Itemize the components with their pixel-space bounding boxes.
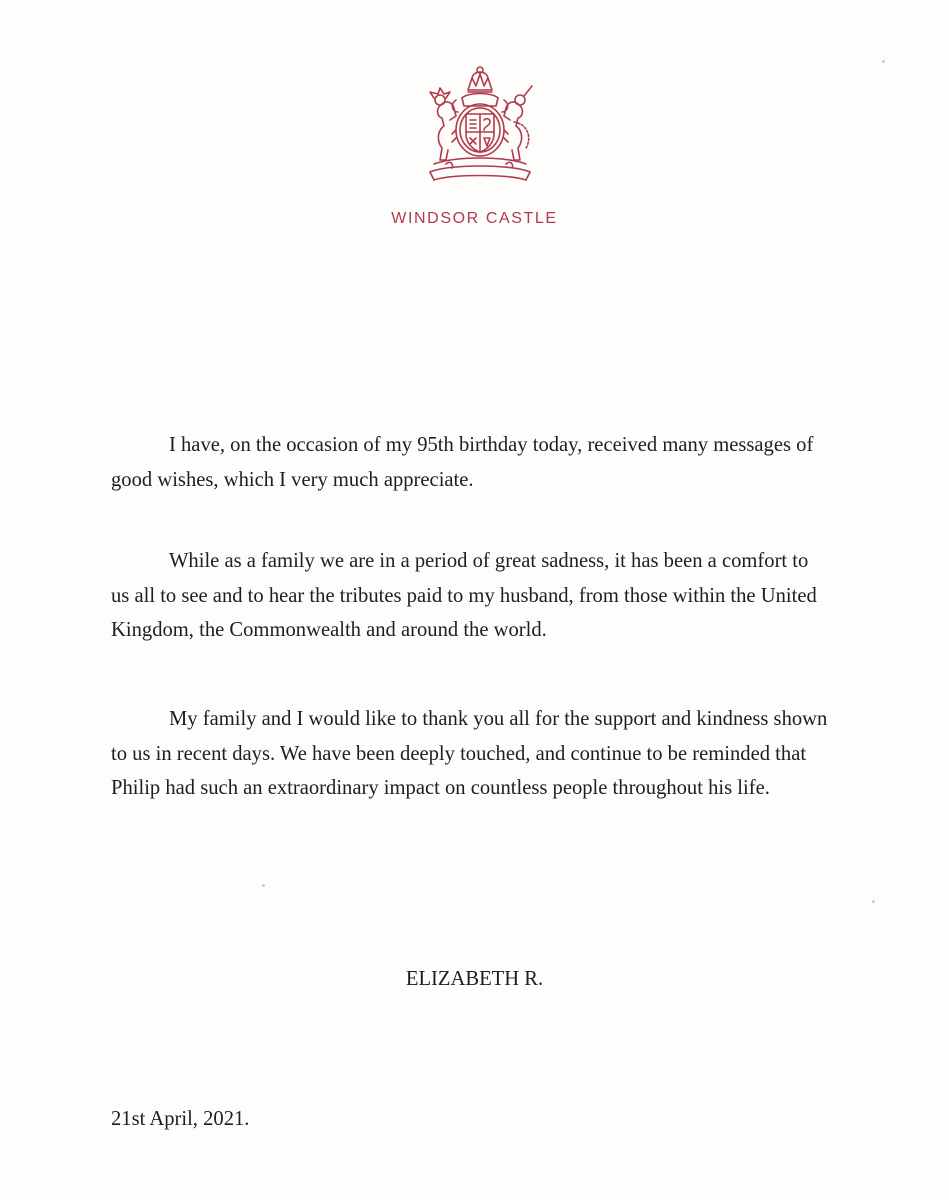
letter-paragraph-2: [111, 544, 831, 648]
letter-paragraph-1: [111, 428, 831, 497]
letterhead-address: WINDSOR CASTLE: [391, 210, 558, 227]
paragraph-text: While as a family we are in a period of great sadness, it has been a comfort to us all to see and to hear the tributes paid to my husband, from those within the United Kingdom, the Commonwealth and around the world.: [111, 550, 817, 641]
paper-speck: [882, 60, 885, 63]
paper-speck: [262, 884, 265, 887]
letter-paragraph-3: [111, 702, 831, 806]
paper-speck: [872, 900, 875, 903]
signature: ELIZABETH R.: [405, 968, 544, 990]
royal-coat-of-arms-icon: [416, 64, 544, 188]
paragraph-text: My family and I would like to thank you all for the support and kindness shown to us in recent days. We have been deeply touched, and continue to be reminded that Philip had such an extraordinary impact on countless people throughout his life.: [111, 708, 828, 799]
letter-date: 21st April, 2021.: [111, 1108, 250, 1130]
paragraph-text: I have, on the occasion of my 95th birthday today, received many messages of good wishes, which I very much appreciate.: [111, 434, 814, 491]
